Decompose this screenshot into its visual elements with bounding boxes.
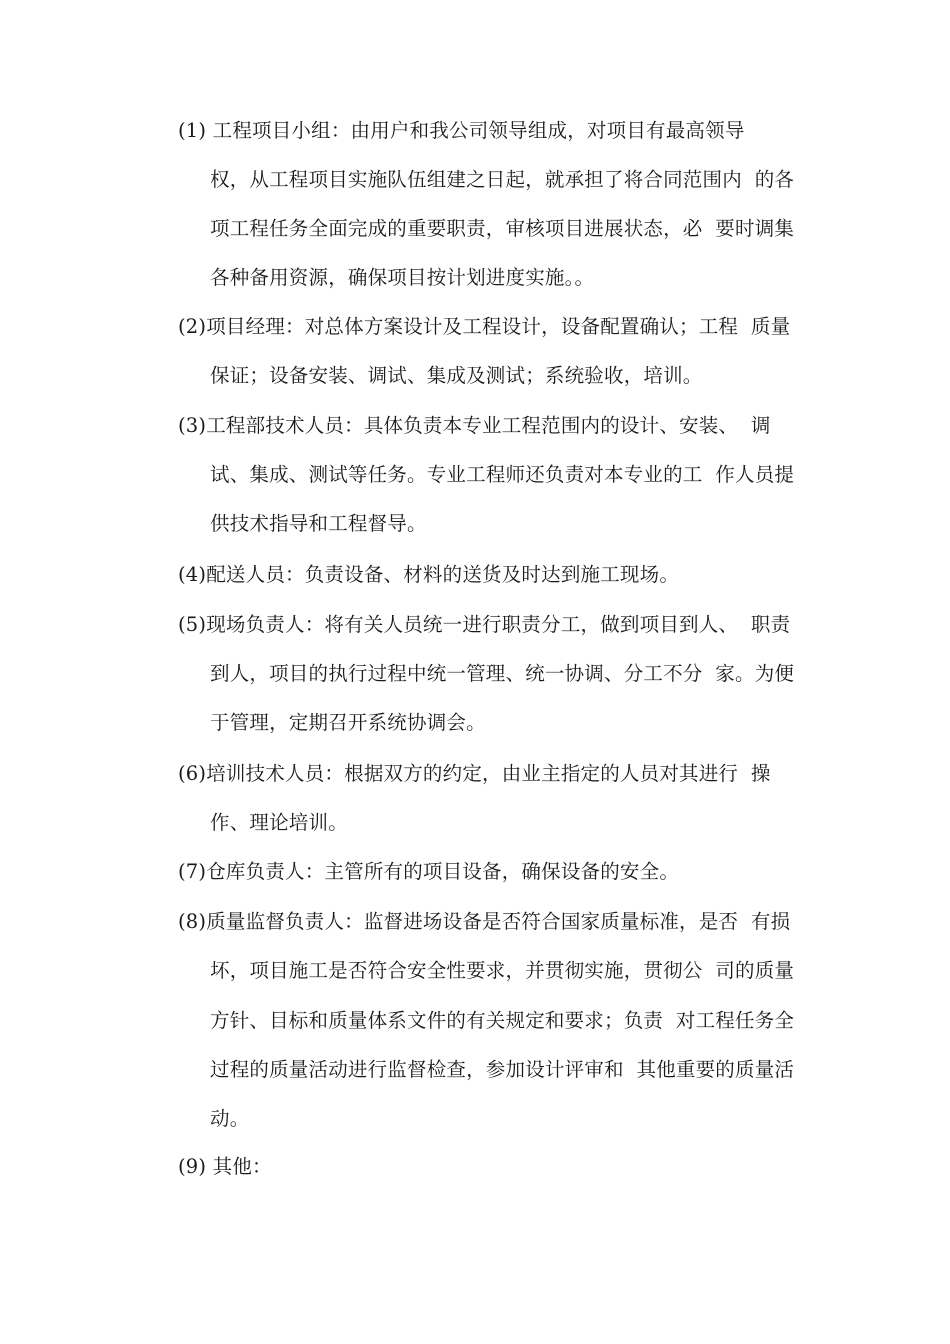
item-5-line-1 [178, 612, 790, 638]
item-8-line-3: 方针、目标和质量体系文件的有关规定和要求；负责 对工程任务全 [210, 1009, 795, 1032]
item-2-line-1 [178, 314, 790, 340]
item-5-line-2: 到人，项目的执行过程中统一管理、统一协调、分工不分 家。为便 [210, 662, 795, 685]
item-4-text: 配送人员：负责设备、材料的送货及时达到施工现场。 [206, 563, 680, 586]
item-6-number: (6) [178, 762, 207, 785]
item-2-number: (2) [178, 315, 207, 338]
item-2-line-2: 保证；设备安装、调试、集成及测试；系统验收，培训。 [210, 364, 703, 387]
item-1-line-1 [178, 118, 745, 144]
item-3-number: (3) [178, 414, 207, 437]
item-6-line-1 [178, 761, 771, 787]
item-6-text: 培训技术人员：根据双方的约定，由业主指定的人员对其进行 操 [206, 762, 771, 785]
item-5-line-3: 于管理，定期召开系统协调会。 [210, 711, 486, 734]
item-9-line-1 [178, 1154, 272, 1180]
item-1-number: (1) [178, 119, 207, 142]
item-9-text: 其他： [206, 1155, 272, 1178]
item-4-number: (4) [178, 563, 207, 586]
item-2-text: 项目经理：对总体方案设计及工程设计，设备配置确认；工程 质量 [206, 315, 791, 338]
item-1-line-2: 权，从工程项目实施队伍组建之日起，就承担了将合同范围内 的各 [210, 168, 795, 191]
item-1-line-4: 各种备用资源，确保项目按计划进度实施。。 [210, 266, 595, 289]
item-3-line-1 [178, 413, 771, 439]
item-4-line-1 [178, 562, 679, 588]
item-7-text: 仓库负责人：主管所有的项目设备，确保设备的安全。 [206, 860, 680, 883]
item-3-text: 工程部技术人员：具体负责本专业工程范围内的设计、安装、 调 [206, 414, 771, 437]
item-5-text: 现场负责人：将有关人员统一进行职责分工，做到项目到人、 职责 [206, 613, 791, 636]
item-7-number: (7) [178, 860, 207, 883]
item-6-line-2: 作、理论培训。 [210, 811, 348, 834]
item-3-line-3: 供技术指导和工程督导。 [210, 512, 427, 535]
item-8-line-2: 坏，项目施工是否符合安全性要求，并贯彻实施，贯彻公 司的质量 [210, 959, 795, 982]
item-8-number: (8) [178, 910, 207, 933]
item-1-text: 工程项目小组：由用户和我公司领导组成，对项目有最高领导 [206, 119, 745, 142]
item-8-line-5: 动。 [210, 1107, 250, 1130]
item-8-line-4: 过程的质量活动进行监督检查，参加设计评审和 其他重要的质量活 [210, 1058, 795, 1081]
item-5-number: (5) [178, 613, 207, 636]
item-1-line-3: 项工程任务全面完成的重要职责，审核项目进展状态，必 要时调集 [210, 217, 795, 240]
item-7-line-1 [178, 859, 679, 885]
item-8-line-1 [178, 909, 790, 935]
item-9-number: (9) [178, 1155, 207, 1178]
item-8-text: 质量监督负责人：监督进场设备是否符合国家质量标准，是否 有损 [206, 910, 791, 933]
item-3-line-2: 试、集成、测试等任务。专业工程师还负责对本专业的工 作人员提 [210, 463, 795, 486]
